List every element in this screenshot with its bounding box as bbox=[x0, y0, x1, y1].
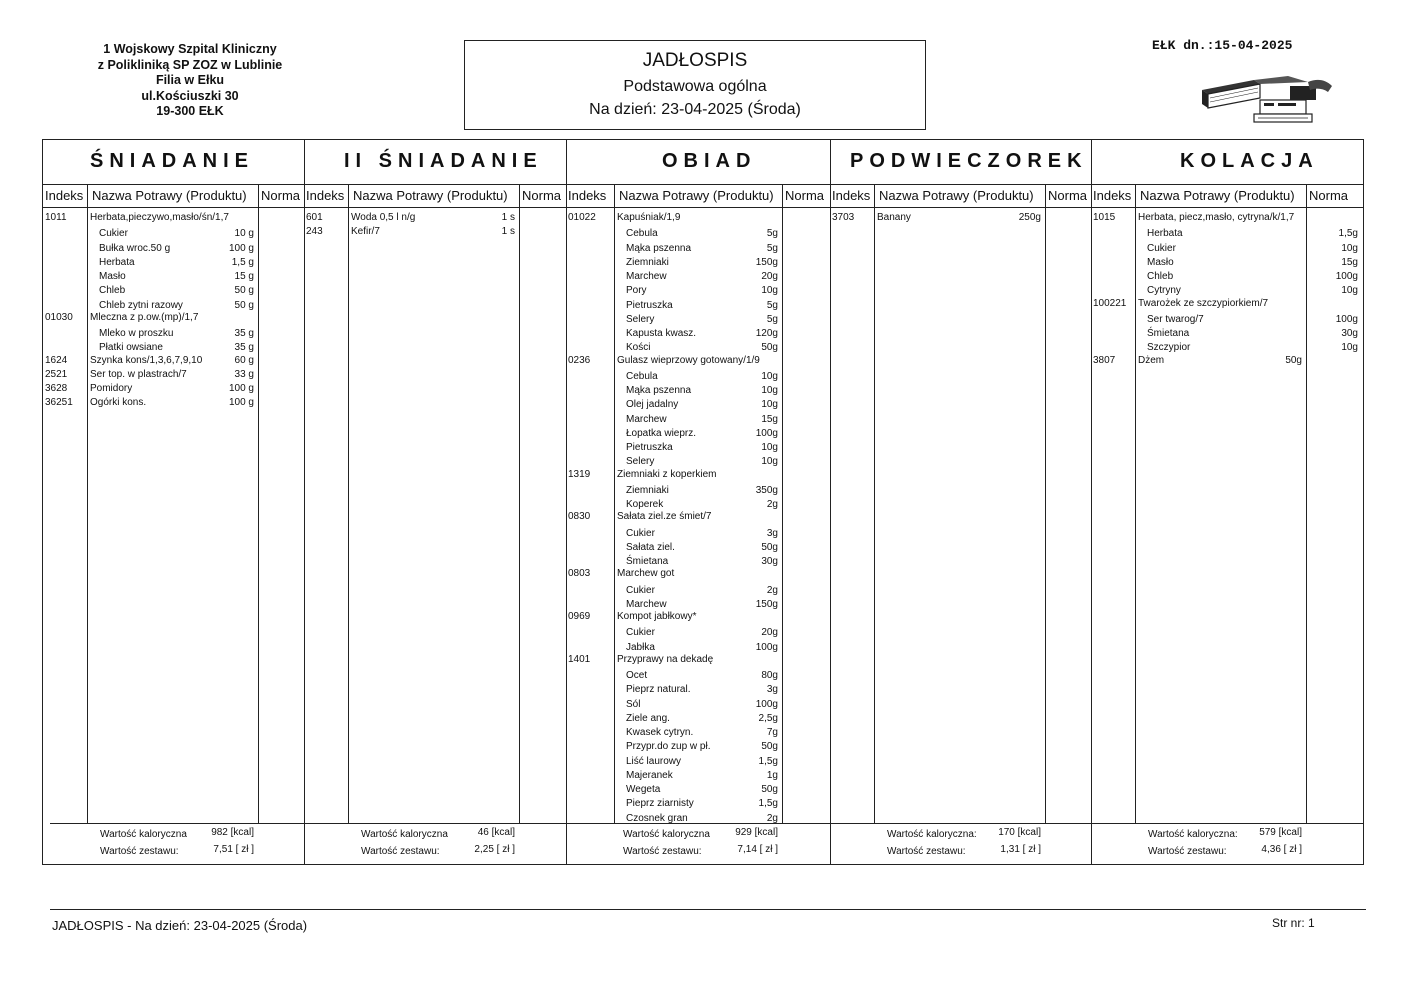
ingredient-qty: 20g bbox=[761, 627, 778, 639]
calorie-label: Wartość kaloryczna bbox=[361, 829, 448, 840]
ingredient-name: Pieprz natural. bbox=[626, 684, 691, 696]
index-col-divider bbox=[1135, 184, 1136, 823]
ingredient-name: Marchew bbox=[626, 413, 667, 425]
ingredient-name: Jabłka bbox=[626, 641, 655, 653]
dish-index: 1624 bbox=[45, 354, 68, 366]
ingredient-name: Sałata ziel. bbox=[626, 541, 675, 553]
ingredient-name: Cukier bbox=[1147, 242, 1176, 254]
cost-label: Wartość zestawu: bbox=[887, 846, 966, 857]
ingredient-name: Pieprz ziarnisty bbox=[626, 798, 694, 810]
column-header-norm: Norma bbox=[1048, 188, 1088, 203]
dish-name: Sałata ziel.ze śmiet/7 bbox=[617, 511, 712, 523]
ingredient-name: Pietruszka bbox=[626, 299, 673, 311]
ingredient-name: Cebula bbox=[626, 228, 658, 240]
ingredient-qty: 100 g bbox=[228, 242, 254, 254]
ingredient-qty: 150g bbox=[755, 598, 778, 610]
dish-name: Ser top. w plastrach/7 bbox=[90, 368, 187, 380]
dish-name: Mleczna z p.ow.(mp)/1,7 bbox=[90, 311, 199, 323]
column-header-norm: Norma bbox=[785, 188, 825, 203]
ingredient-qty: 7g bbox=[766, 727, 778, 738]
ingredient-name: Majeranek bbox=[626, 769, 673, 781]
ingredient-qty: 10g bbox=[761, 399, 778, 411]
ingredient-name: Cukier bbox=[99, 228, 128, 240]
cost-value: 7,51 [ zł ] bbox=[213, 844, 254, 855]
ingredient-name: Ziele ang. bbox=[626, 712, 670, 724]
index-col-divider bbox=[614, 184, 615, 823]
dish-name: Marchew got bbox=[617, 568, 675, 580]
ingredient-name: Mleko w proszku bbox=[99, 328, 174, 339]
ingredient-qty: 30g bbox=[761, 556, 778, 567]
ingredient-qty: 30g bbox=[1341, 328, 1358, 339]
dish-name: Banany bbox=[877, 212, 911, 223]
dish-name: Kompot jabłkowy* bbox=[617, 611, 697, 622]
index-col-divider bbox=[348, 184, 349, 823]
cost-value: 4,36 [ zł ] bbox=[1261, 844, 1302, 855]
issue-date-stamp: EŁK dn.:15-04-2025 bbox=[1152, 38, 1293, 53]
ingredient-qty: 10g bbox=[761, 370, 778, 382]
dish-name: Pomidory bbox=[90, 383, 133, 394]
calorie-value: 982 [kcal] bbox=[211, 827, 254, 838]
ingredient-name: Bułka wroc.50 g bbox=[99, 242, 171, 254]
ingredient-qty: 50 g bbox=[234, 299, 254, 311]
column-header-norm: Norma bbox=[522, 188, 562, 203]
meal-divider bbox=[304, 139, 305, 865]
column-header-index: Indeks bbox=[568, 188, 607, 203]
dish-norm: 250g bbox=[1018, 212, 1041, 223]
norm-col-divider bbox=[782, 184, 783, 823]
ingredient-qty: 100g bbox=[1335, 313, 1358, 325]
ingredient-name: Cukier bbox=[626, 527, 655, 539]
meal-divider bbox=[830, 139, 831, 865]
dish-name: Herbata,pieczywo,masło/śn/1,7 bbox=[90, 212, 229, 223]
ingredient-name: Chleb zytni razowy bbox=[99, 299, 183, 311]
page-number: Str nr: 1 bbox=[1272, 916, 1315, 930]
dish-index: 0803 bbox=[568, 568, 591, 580]
column-header-index: Indeks bbox=[306, 188, 345, 203]
dish-norm: 100 g bbox=[228, 397, 254, 409]
cost-label: Wartość zestawu: bbox=[100, 846, 179, 857]
calorie-label: Wartość kaloryczna: bbox=[1148, 829, 1238, 840]
ingredient-name: Marchew bbox=[626, 271, 667, 282]
calorie-label: Wartość kaloryczna bbox=[100, 829, 187, 840]
calorie-label: Wartość kaloryczna: bbox=[887, 829, 977, 840]
ingredient-name: Kapusta kwasz. bbox=[626, 328, 697, 339]
dish-index: 3807 bbox=[1093, 354, 1116, 366]
column-header-name: Nazwa Potrawy (Produktu) bbox=[619, 188, 774, 203]
ingredient-name: Mąka pszenna bbox=[626, 385, 692, 396]
dish-name: Ziemniaki z koperkiem bbox=[617, 468, 717, 480]
column-header-index: Indeks bbox=[832, 188, 871, 203]
ingredient-qty: 2g bbox=[766, 584, 778, 596]
menu-title: JADŁOSPIS bbox=[642, 50, 748, 71]
ingredient-name: Kwasek cytryn. bbox=[626, 727, 694, 738]
ingredient-qty: 3g bbox=[766, 684, 778, 696]
ingredient-qty: 1,5g bbox=[758, 798, 778, 810]
ingredient-name: Mąka pszenna bbox=[626, 242, 692, 254]
subheader-divider bbox=[43, 207, 1363, 208]
ingredient-qty: 10g bbox=[761, 456, 778, 468]
column-header-index: Indeks bbox=[1093, 188, 1132, 203]
index-col-divider bbox=[874, 184, 875, 823]
dish-index: 3628 bbox=[45, 383, 68, 394]
calorie-value: 929 [kcal] bbox=[735, 827, 778, 838]
footer-divider bbox=[50, 909, 1366, 910]
ingredient-qty: 20g bbox=[761, 271, 778, 282]
cost-label: Wartość zestawu: bbox=[361, 846, 440, 857]
ingredient-name: Liść laurowy bbox=[626, 755, 682, 767]
ingredient-name: Ser twarog/7 bbox=[1147, 313, 1204, 325]
ingredient-qty: 5g bbox=[766, 313, 778, 325]
dish-name: Kapuśniak/1,9 bbox=[617, 212, 681, 223]
ingredient-qty: 50g bbox=[761, 342, 778, 354]
ingredient-qty: 5g bbox=[766, 299, 778, 311]
ingredient-name: Śmietana bbox=[626, 556, 669, 567]
ingredient-name: Pory bbox=[626, 285, 647, 297]
column-header-name: Nazwa Potrawy (Produktu) bbox=[879, 188, 1034, 203]
norm-col-divider bbox=[519, 184, 520, 823]
ingredient-name: Śmietana bbox=[1147, 328, 1190, 339]
ingredient-qty: 1,5g bbox=[1338, 228, 1358, 240]
dish-index: 601 bbox=[306, 212, 323, 223]
ingredient-name: Czosnek gran bbox=[626, 812, 688, 824]
hospital-line: 1 Wojskowy Szpital Kliniczny bbox=[103, 42, 277, 56]
column-header-norm: Norma bbox=[261, 188, 301, 203]
column-header-name: Nazwa Potrawy (Produktu) bbox=[92, 188, 247, 203]
meal-title: KOLACJA bbox=[1180, 150, 1319, 172]
dish-index: 100221 bbox=[1093, 297, 1127, 309]
ingredient-qty: 15 g bbox=[234, 271, 254, 282]
ingredient-qty: 50g bbox=[761, 741, 778, 753]
ingredient-qty: 10g bbox=[1341, 342, 1358, 354]
ingredient-qty: 5g bbox=[766, 228, 778, 240]
ingredient-name: Ziemniaki bbox=[626, 484, 669, 496]
dish-norm: 50g bbox=[1285, 354, 1302, 366]
ingredient-qty: 10g bbox=[1341, 242, 1358, 254]
summary-divider bbox=[50, 823, 1363, 824]
column-header-index: Indeks bbox=[45, 188, 84, 203]
norm-col-divider bbox=[258, 184, 259, 823]
dish-name: Herbata, piecz,masło, cytryna/k/1,7 bbox=[1138, 212, 1295, 223]
ingredient-qty: 15g bbox=[1341, 256, 1358, 268]
ingredient-qty: 10g bbox=[761, 385, 778, 396]
ingredient-name: Olej jadalny bbox=[626, 399, 679, 411]
header-divider bbox=[43, 184, 1363, 185]
dish-index: 1319 bbox=[568, 468, 591, 480]
menu-date: Na dzień: 23-04-2025 (Środa) bbox=[589, 101, 801, 118]
dish-name: Gulasz wieprzowy gotowany/1/9 bbox=[617, 354, 760, 366]
dish-name: Ogórki kons. bbox=[90, 397, 147, 409]
ingredient-name: Cukier bbox=[626, 627, 655, 639]
ingredient-name: Selery bbox=[626, 313, 655, 325]
hospital-line: Filia w Ełku bbox=[155, 73, 225, 87]
ingredient-name: Ocet bbox=[626, 670, 648, 681]
dish-norm: 1 s bbox=[501, 226, 515, 238]
dish-name: Woda 0,5 l n/g bbox=[351, 212, 416, 223]
footer-title: JADŁOSPIS - Na dzień: 23-04-2025 (Środa) bbox=[52, 918, 308, 933]
ingredient-name: Masło bbox=[99, 271, 126, 282]
ingredient-qty: 100g bbox=[755, 698, 778, 710]
diet-name: Podstawowa ogólna bbox=[623, 78, 767, 95]
dish-index: 36251 bbox=[45, 397, 73, 409]
ingredient-qty: 50 g bbox=[234, 285, 254, 297]
meal-divider bbox=[566, 139, 567, 865]
ingredient-qty: 100g bbox=[755, 427, 778, 439]
dish-norm: 33 g bbox=[234, 368, 254, 380]
ingredient-qty: 150g bbox=[755, 256, 778, 268]
ingredient-name: Cebula bbox=[626, 370, 658, 382]
ingredient-name: Koperek bbox=[626, 499, 664, 510]
meal-title: OBIAD bbox=[662, 150, 757, 172]
ingredient-qty: 10g bbox=[761, 442, 778, 453]
cost-label: Wartość zestawu: bbox=[1148, 846, 1227, 857]
hospital-line: z Polikliniką SP ZOZ w Lublinie bbox=[97, 57, 283, 72]
ingredient-name: Płatki owsiane bbox=[99, 342, 163, 354]
ingredient-qty: 100g bbox=[1335, 271, 1358, 282]
calorie-label: Wartość kaloryczna bbox=[623, 829, 710, 840]
meal-title: II ŚNIADANIE bbox=[344, 150, 543, 172]
cost-value: 7,14 [ zł ] bbox=[737, 844, 778, 855]
ingredient-name: Szczypior bbox=[1147, 342, 1191, 354]
ingredient-qty: 50g bbox=[761, 784, 778, 795]
ingredient-name: Chleb bbox=[1147, 271, 1174, 282]
ingredient-name: Herbata bbox=[1147, 228, 1183, 240]
ingredient-name: Łopatka wieprz. bbox=[626, 427, 697, 439]
dish-index: 1011 bbox=[45, 212, 67, 223]
ingredient-name: Kości bbox=[626, 342, 651, 354]
dish-index: 3703 bbox=[832, 212, 855, 223]
meal-title: ŚNIADANIE bbox=[90, 150, 255, 172]
hospital-line: 19-300 EŁK bbox=[156, 104, 224, 118]
dish-name: Kefir/7 bbox=[351, 226, 380, 238]
ingredient-name: Selery bbox=[626, 456, 655, 468]
dish-index: 01030 bbox=[45, 311, 73, 323]
ingredient-qty: 50g bbox=[761, 541, 778, 553]
cost-value: 1,31 [ zł ] bbox=[1000, 844, 1041, 855]
ingredient-qty: 10g bbox=[761, 285, 778, 297]
ingredient-qty: 120g bbox=[755, 328, 778, 339]
dish-name: Szynka kons/1,3,6,7,9,10 bbox=[90, 354, 203, 366]
ingredient-qty: 35 g bbox=[234, 342, 254, 354]
ingredient-name: Sól bbox=[626, 698, 641, 710]
ingredient-qty: 35 g bbox=[234, 328, 254, 339]
dish-name: Dżem bbox=[1138, 354, 1165, 366]
hospital-line: ul.Kościuszki 30 bbox=[141, 88, 239, 103]
ingredient-qty: 1g bbox=[766, 769, 778, 781]
meal-divider bbox=[1091, 139, 1092, 865]
dish-norm: 100 g bbox=[228, 383, 254, 394]
norm-col-divider bbox=[1045, 184, 1046, 823]
calorie-value: 170 [kcal] bbox=[998, 827, 1041, 838]
ingredient-qty: 350g bbox=[755, 484, 778, 496]
dish-index: 0830 bbox=[568, 511, 591, 523]
dish-name: Przyprawy na dekadę bbox=[617, 653, 714, 665]
ingredient-name: Chleb bbox=[99, 285, 126, 297]
dish-index: 0969 bbox=[568, 611, 591, 622]
ingredient-name: Przypr.do zup w pł. bbox=[626, 741, 711, 753]
ingredient-name: Masło bbox=[1147, 256, 1174, 268]
dish-index: 01022 bbox=[568, 212, 596, 223]
dish-norm: 1 s bbox=[501, 212, 515, 223]
ingredient-qty: 10 g bbox=[234, 228, 254, 240]
cost-label: Wartość zestawu: bbox=[623, 846, 702, 857]
ingredient-qty: 2g bbox=[766, 499, 778, 510]
ingredient-qty: 100g bbox=[755, 641, 778, 653]
meal-title: PODWIECZOREK bbox=[850, 150, 1088, 172]
dish-index: 1401 bbox=[568, 653, 591, 665]
ingredient-qty: 1,5 g bbox=[231, 256, 254, 268]
dish-norm: 60 g bbox=[234, 354, 254, 366]
ingredient-qty: 1,5g bbox=[758, 755, 778, 767]
dish-index: 243 bbox=[306, 226, 323, 238]
column-header-norm: Norma bbox=[1309, 188, 1349, 203]
column-header-name: Nazwa Potrawy (Produktu) bbox=[1140, 188, 1295, 203]
ingredient-name: Wegeta bbox=[626, 784, 661, 795]
calorie-value: 579 [kcal] bbox=[1259, 827, 1302, 838]
ingredient-name: Cukier bbox=[626, 584, 655, 596]
ingredient-name: Cytryny bbox=[1147, 285, 1181, 297]
ingredient-qty: 15g bbox=[761, 413, 778, 425]
dish-index: 1015 bbox=[1093, 212, 1116, 223]
ingredient-name: Marchew bbox=[626, 598, 667, 610]
index-col-divider bbox=[87, 184, 88, 823]
dish-index: 2521 bbox=[45, 368, 68, 380]
cost-value: 2,25 [ zł ] bbox=[474, 844, 515, 855]
dish-name: Twarożek ze szczypiorkiem/7 bbox=[1138, 297, 1269, 309]
ingredient-qty: 3g bbox=[766, 527, 778, 539]
column-header-name: Nazwa Potrawy (Produktu) bbox=[353, 188, 508, 203]
ingredient-qty: 10g bbox=[1341, 285, 1358, 297]
ingredient-qty: 80g bbox=[761, 670, 778, 681]
ingredient-name: Herbata bbox=[99, 256, 135, 268]
ingredient-name: Ziemniaki bbox=[626, 256, 669, 268]
ingredient-qty: 2g bbox=[766, 812, 778, 824]
calorie-value: 46 [kcal] bbox=[477, 827, 515, 838]
ingredient-name: Pietruszka bbox=[626, 442, 673, 453]
dish-index: 0236 bbox=[568, 354, 591, 366]
ingredient-qty: 5g bbox=[766, 242, 778, 254]
ingredient-qty: 2,5g bbox=[758, 712, 778, 724]
